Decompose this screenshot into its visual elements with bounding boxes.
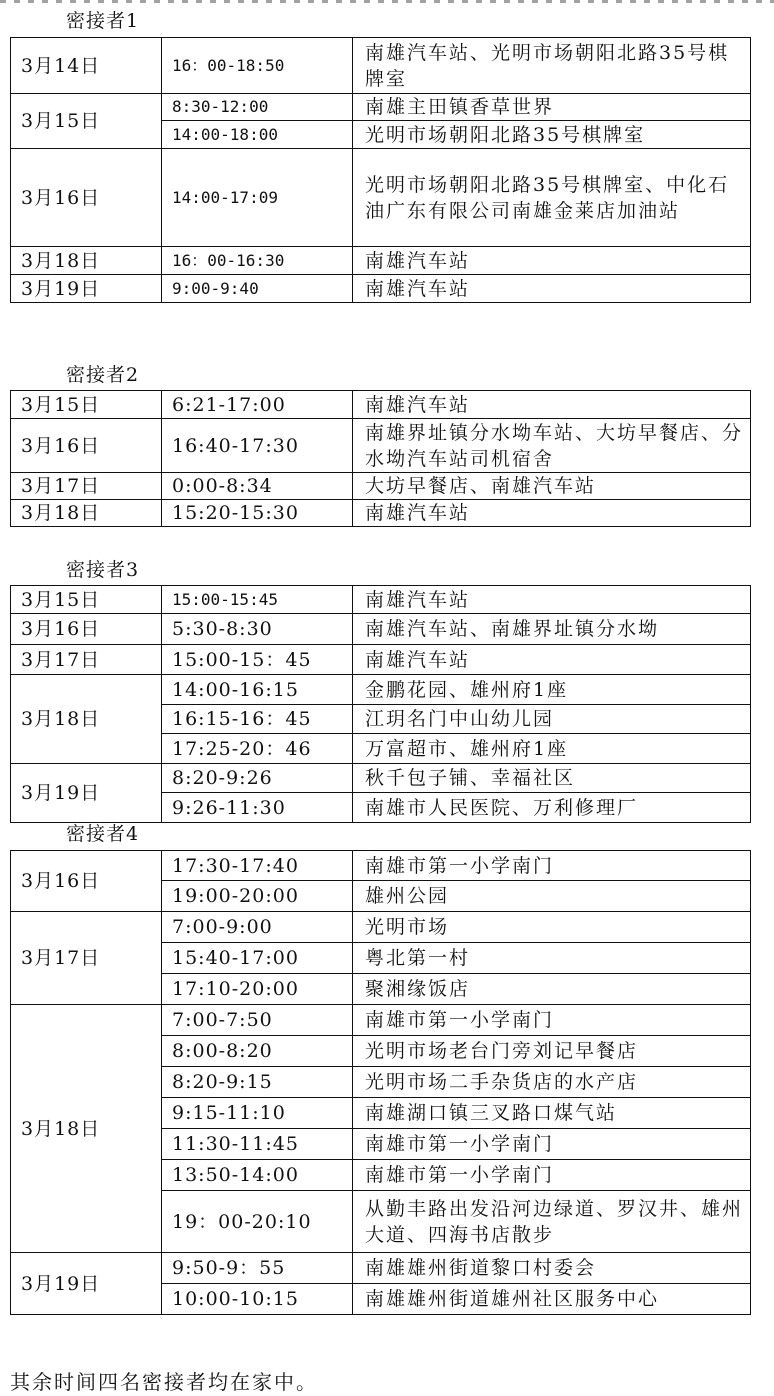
section-title: 密接者3 <box>66 559 140 581</box>
place-cell: 万富超市、雄州府1座 <box>353 734 751 764</box>
place-cell: 南雄汽车站 <box>353 391 751 419</box>
place-cell: 光明市场老台门旁刘记早餐店 <box>353 1036 751 1067</box>
date-cell: 3月17日 <box>11 645 162 675</box>
date-cell: 3月18日 <box>11 247 162 275</box>
section-title: 密接者1 <box>66 10 140 32</box>
time-cell: 16:40-17:30 <box>162 419 353 473</box>
time-cell: 10:00-10:15 <box>162 1284 353 1315</box>
table-row <box>11 614 751 645</box>
place-cell: 南雄界址镇分水坳车站、大坊早餐店、分水坳汽车站司机宿舍 <box>353 419 751 473</box>
place-cell: 江玥名门中山幼儿园 <box>353 705 751 734</box>
date-cell: 3月15日 <box>11 391 162 419</box>
place-cell: 雄州公园 <box>353 881 751 912</box>
place-cell: 南雄湖口镇三叉路口煤气站 <box>353 1098 751 1129</box>
time-cell: 8:00-8:20 <box>162 1036 353 1067</box>
time-cell: 16：00-16:30 <box>162 247 353 275</box>
time-cell: 17:10-20:00 <box>162 974 353 1005</box>
time-cell: 5:30-8:30 <box>162 614 353 645</box>
time-cell: 15:00-15:45 <box>162 586 353 614</box>
date-cell: 3月17日 <box>11 912 162 1005</box>
table-row <box>11 851 751 881</box>
place-cell: 光明市场 <box>353 912 751 943</box>
table-row <box>11 473 751 500</box>
time-cell: 9:26-11:30 <box>162 793 353 823</box>
date-cell: 3月19日 <box>11 764 162 823</box>
date-cell: 3月15日 <box>11 94 162 149</box>
time-cell: 14:00-18:00 <box>162 121 353 149</box>
time-cell: 17:30-17:40 <box>162 851 353 881</box>
table-row <box>11 419 751 473</box>
cropped-top-text-edge <box>0 0 774 3</box>
date-cell: 3月15日 <box>11 586 162 614</box>
place-cell: 南雄市第一小学南门 <box>353 851 751 881</box>
section-title: 密接者4 <box>66 823 140 845</box>
table-row <box>11 645 751 675</box>
table-row <box>11 586 751 614</box>
table-row <box>11 912 751 943</box>
time-cell: 16：00-18:50 <box>162 38 353 94</box>
place-cell: 南雄市人民医院、万利修理厂 <box>353 793 751 823</box>
table-row <box>11 94 751 121</box>
date-cell: 3月18日 <box>11 675 162 764</box>
date-cell: 3月18日 <box>11 500 162 527</box>
time-cell: 19：00-20:10 <box>162 1191 353 1253</box>
place-cell: 从勤丰路出发沿河边绿道、罗汉井、雄州大道、四海书店散步 <box>353 1191 751 1253</box>
time-cell: 7:00-7:50 <box>162 1005 353 1036</box>
table-row <box>11 275 751 303</box>
date-cell: 3月14日 <box>11 38 162 94</box>
table-row <box>11 1005 751 1036</box>
table-row <box>11 764 751 793</box>
place-cell: 南雄雄州街道黎口村委会 <box>353 1253 751 1284</box>
time-cell: 14:00-16:15 <box>162 675 353 705</box>
contact-1-table <box>10 37 751 303</box>
time-cell: 6:21-17:00 <box>162 391 353 419</box>
place-cell: 南雄汽车站 <box>353 500 751 527</box>
place-cell: 南雄汽车站 <box>353 586 751 614</box>
date-cell: 3月16日 <box>11 149 162 247</box>
table-row <box>11 675 751 705</box>
date-cell: 3月19日 <box>11 275 162 303</box>
date-cell: 3月17日 <box>11 473 162 500</box>
time-cell: 14:00-17:09 <box>162 149 353 247</box>
table-row <box>11 38 751 94</box>
place-cell: 南雄汽车站、南雄界址镇分水坳 <box>353 614 751 645</box>
section-title: 密接者2 <box>66 364 140 386</box>
place-cell: 南雄市第一小学南门 <box>353 1129 751 1160</box>
time-cell: 19:00-20:00 <box>162 881 353 912</box>
footer-note: 其余时间四名密接者均在家中。 <box>10 1370 318 1394</box>
place-cell: 秋千包子铺、幸福社区 <box>353 764 751 793</box>
date-cell: 3月19日 <box>11 1253 162 1315</box>
place-cell: 南雄主田镇香草世界 <box>353 94 751 121</box>
time-cell: 15:40-17:00 <box>162 943 353 974</box>
place-cell: 南雄雄州街道雄州社区服务中心 <box>353 1284 751 1315</box>
place-cell: 南雄汽车站 <box>353 275 751 303</box>
time-cell: 9:50-9：55 <box>162 1253 353 1284</box>
contact-4-table <box>10 850 751 1315</box>
place-cell: 南雄汽车站 <box>353 247 751 275</box>
place-cell: 聚湘缘饭店 <box>353 974 751 1005</box>
date-cell: 3月16日 <box>11 419 162 473</box>
place-cell: 南雄汽车站 <box>353 645 751 675</box>
time-cell: 9:15-11:10 <box>162 1098 353 1129</box>
place-cell: 光明市场朝阳北路35号棋牌室、中化石油广东有限公司南雄金莱店加油站 <box>353 149 751 247</box>
place-cell: 光明市场二手杂货店的水产店 <box>353 1067 751 1098</box>
contact-3-table <box>10 585 751 823</box>
date-cell: 3月18日 <box>11 1005 162 1253</box>
table-row <box>11 391 751 419</box>
place-cell: 粤北第一村 <box>353 943 751 974</box>
time-cell: 16:15-16：45 <box>162 705 353 734</box>
contact-2-table <box>10 390 751 527</box>
place-cell: 光明市场朝阳北路35号棋牌室 <box>353 121 751 149</box>
time-cell: 17:25-20：46 <box>162 734 353 764</box>
time-cell: 11:30-11:45 <box>162 1129 353 1160</box>
time-cell: 8:30-12:00 <box>162 94 353 121</box>
time-cell: 8:20-9:26 <box>162 764 353 793</box>
time-cell: 15:20-15:30 <box>162 500 353 527</box>
table-row <box>11 149 751 247</box>
place-cell: 南雄市第一小学南门 <box>353 1160 751 1191</box>
place-cell: 南雄市第一小学南门 <box>353 1005 751 1036</box>
time-cell: 0:00-8:34 <box>162 473 353 500</box>
place-cell: 南雄汽车站、光明市场朝阳北路35号棋牌室 <box>353 38 751 94</box>
table-row <box>11 500 751 527</box>
time-cell: 15:00-15：45 <box>162 645 353 675</box>
time-cell: 9:00-9:40 <box>162 275 353 303</box>
place-cell: 大坊早餐店、南雄汽车站 <box>353 473 751 500</box>
time-cell: 8:20-9:15 <box>162 1067 353 1098</box>
table-row <box>11 247 751 275</box>
table-row <box>11 1253 751 1284</box>
time-cell: 13:50-14:00 <box>162 1160 353 1191</box>
date-cell: 3月16日 <box>11 614 162 645</box>
date-cell: 3月16日 <box>11 851 162 912</box>
time-cell: 7:00-9:00 <box>162 912 353 943</box>
place-cell: 金鹏花园、雄州府1座 <box>353 675 751 705</box>
